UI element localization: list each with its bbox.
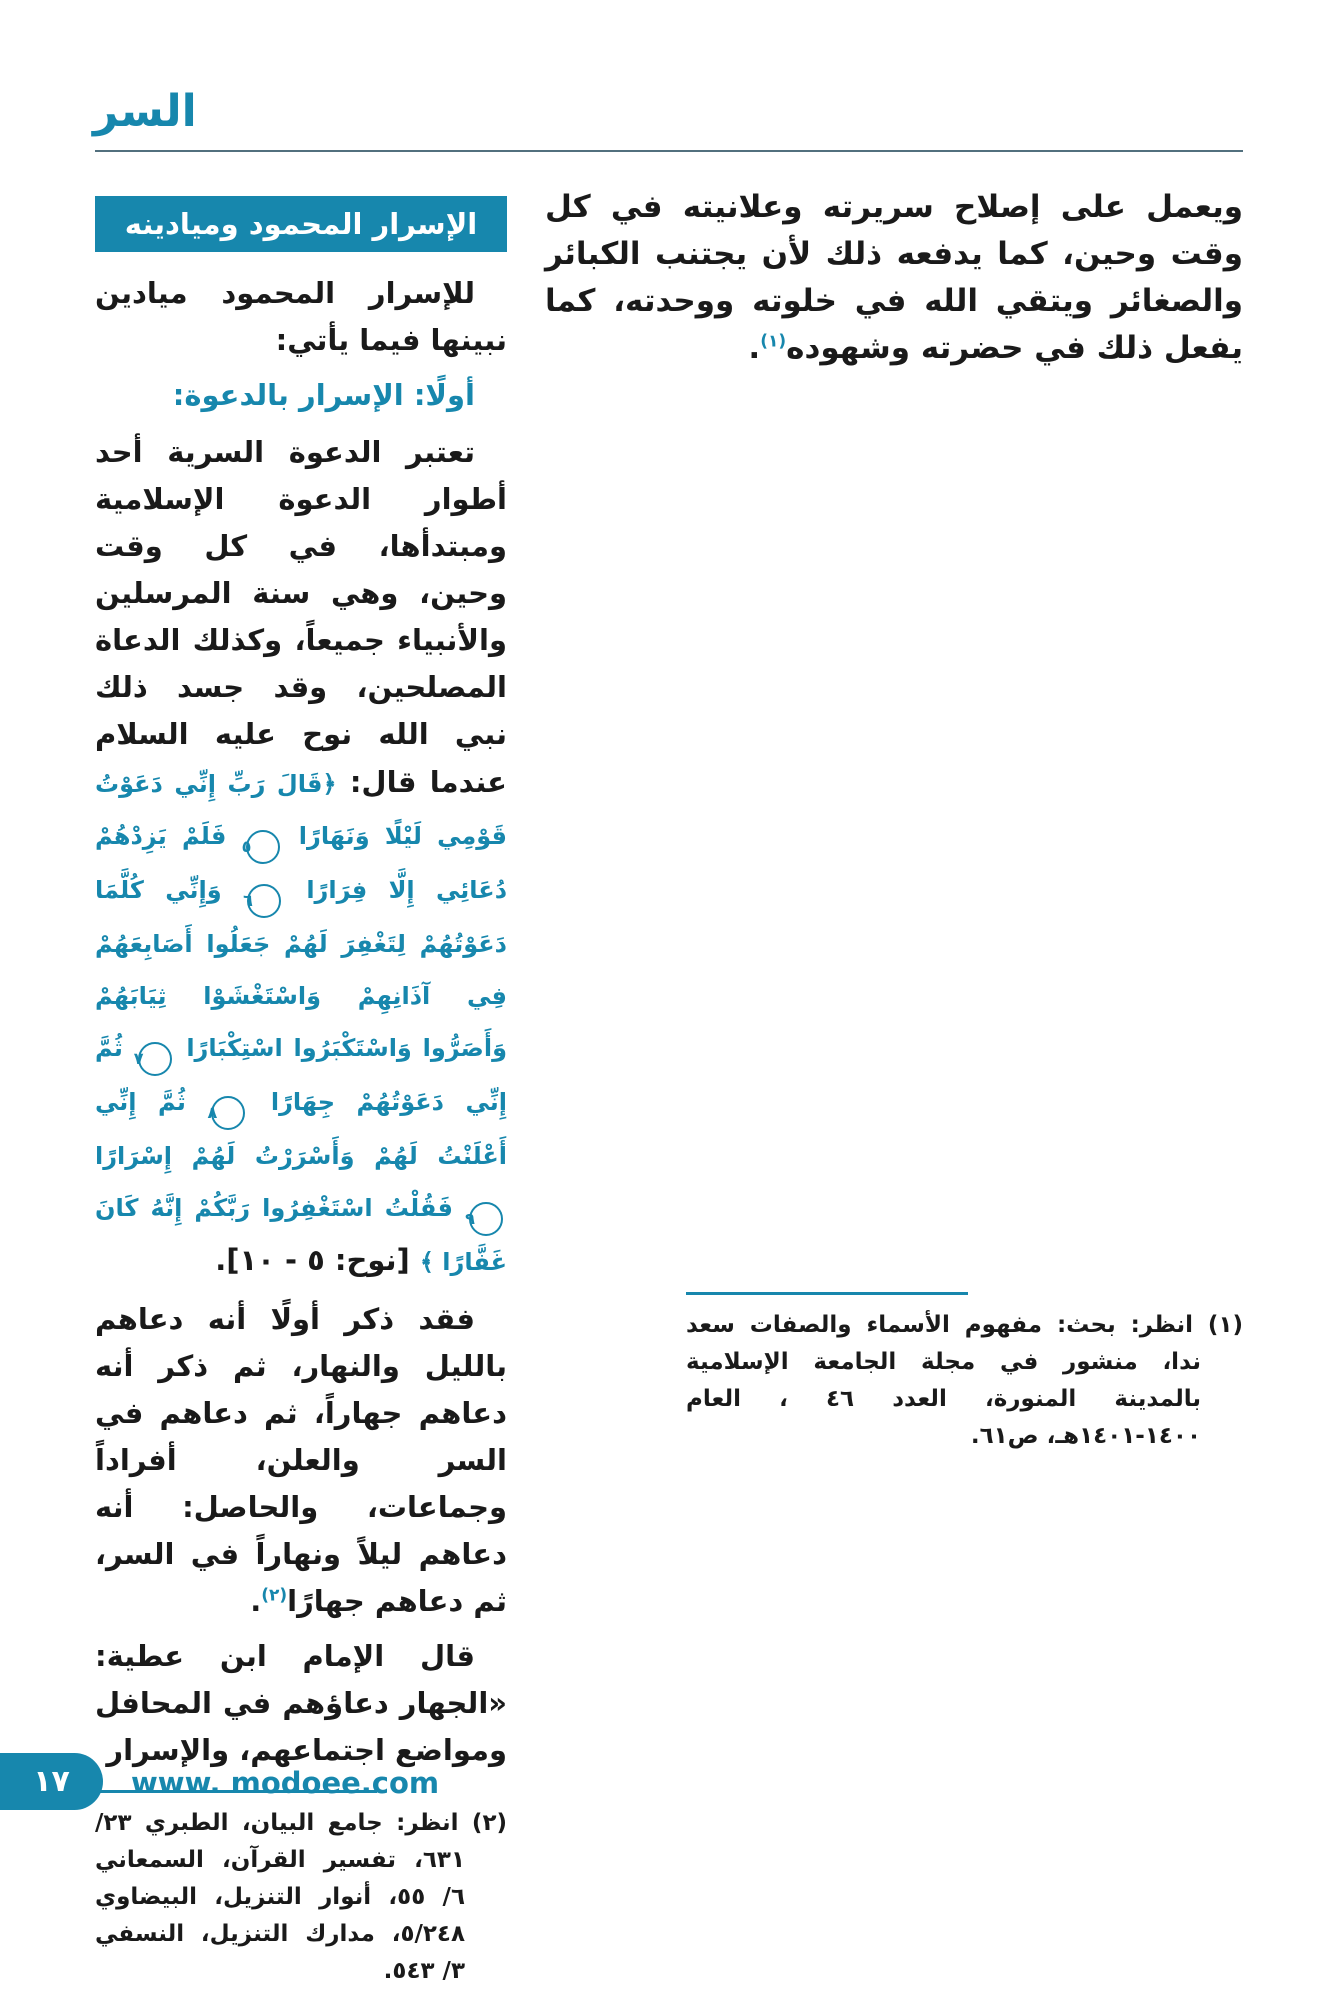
footnote-right-block (686, 1292, 1243, 1455)
paragraph-text: فقد ذكر أولًا أنه دعاهم بالليل والنهار، ثم ذكر أنه دعاهم جهاراً، ثم دعاهم في السر والعلن، أفراداً وجماعات، والحاصل: أنه دعاهم ليلاً ونهاراً في السر، ثم دعاهم جهارًا (95, 1302, 507, 1618)
ayah-number-marker: ٨ (211, 1096, 245, 1130)
intro-paragraph: للإسرار المحمود ميادين نبينها فيما يأتي: (95, 276, 507, 357)
paragraph-text: ويعمل على إصلاح سريرته وعلانيته في كل وقت وحين، كما يدفعه ذلك لأن يجتنب الكبائر والصغائر ويتقي الله في خلوته ووحدته، كما يفعل ذلك في حضرته وشهوده (545, 189, 1243, 366)
paragraph-continuation (545, 184, 1243, 372)
footnote-1: (١) انظر: بحث: مفهوم الأسماء والصفات سعد ندا، منشور في مجلة الجامعة الإسلامية بالمدينة المنورة، العدد ٤٦ ، العام ١٤٠٠-١٤٠١هـ، ص٦١. (686, 1312, 1243, 1449)
ayah-number-marker: ٥ (246, 830, 280, 864)
ayah-number-marker: ٦ (247, 884, 281, 918)
footnote-2: (٢) انظر: جامع البيان، الطبري ٢٣/ ٦٣١، تفسير القرآن، السمعاني ٦/ ٥٥، أنوار التنزيل، البيضاوي ٥/٢٤٨، مدارك التنزيل، النسفي ٣/ ٥٤٣. (95, 1810, 507, 1984)
column-right (545, 184, 1243, 380)
sentence-period: . (748, 330, 761, 366)
quran-verse: ﴿قَالَ رَبِّ إِنِّي دَعَوْتُ قَوْمِي لَيْلًا وَنَهَارًا ٥ فَلَمْ يَزِدْهُمْ دُعَائِي إِلَّا فِرَارًا ٦ وَإِنِّي كُلَّمَا دَعَوْتُهُمْ لِتَغْفِرَ لَهُمْ جَعَلُوا أَصَابِعَهُمْ فِي آذَانِهِمْ وَاسْتَغْشَوْا ثِيَابَهُمْ وَأَصَرُّوا وَاسْتَكْبَرُوا اسْتِكْبَارًا ٧ ثُمَّ إِنِّي دَعَوْتُهُمْ جِهَارًا ٨ ثُمَّ إِنِّي أَعْلَنْتُ لَهُمْ وَأَسْرَرْتُ لَهُمْ إِسْرَارًا ٩ فَقُلْتُ اسْتَغْفِرُوا رَبَّكُمْ إِنَّهُ كَانَ غَفَّارًا ﴾ (95, 770, 508, 1276)
footnote-separator-right (686, 1292, 968, 1295)
paragraph-quote-ibn-atiyya: قال الإمام ابن عطية: «الجهار دعاؤهم في المحافل ومواضع اجتماعهم، والإسرار (95, 1639, 507, 1767)
page-number-badge (0, 1753, 103, 1810)
paragraph-with-verse (95, 429, 507, 1288)
column-left (95, 196, 507, 1990)
ayah-number-marker: ٧ (138, 1042, 172, 1076)
website-url[interactable]: www. modoee.com (131, 1766, 440, 1800)
paragraph-explanation (95, 1296, 507, 1625)
running-title: السر (93, 86, 197, 137)
sentence-period: . (250, 1584, 262, 1618)
footnote-ref-2: (٢) (261, 1585, 288, 1606)
header-rule (95, 150, 1243, 152)
verse-reference: [نوح: ٥ - ١٠]. (215, 1243, 410, 1277)
ayah-number-marker: ٩ (469, 1202, 503, 1236)
verse-intro-text: تعتبر الدعوة السرية أحد أطوار الدعوة الإسلامية ومبتدأها، في كل وقت وحين، وهي سنة المرسلين والأنبياء جميعاً، وكذلك الدعاة المصلحين، وقد جسد ذلك نبي الله نوح عليه السلام عندما قال: (95, 435, 507, 799)
section-banner: الإسرار المحمود وميادينه (95, 196, 507, 252)
footnote-ref-1: (١) (760, 331, 787, 352)
subheading-first-point: أولًا: الإسرار بالدعوة: (172, 378, 475, 412)
page-number: ١٧ (33, 1764, 70, 1799)
